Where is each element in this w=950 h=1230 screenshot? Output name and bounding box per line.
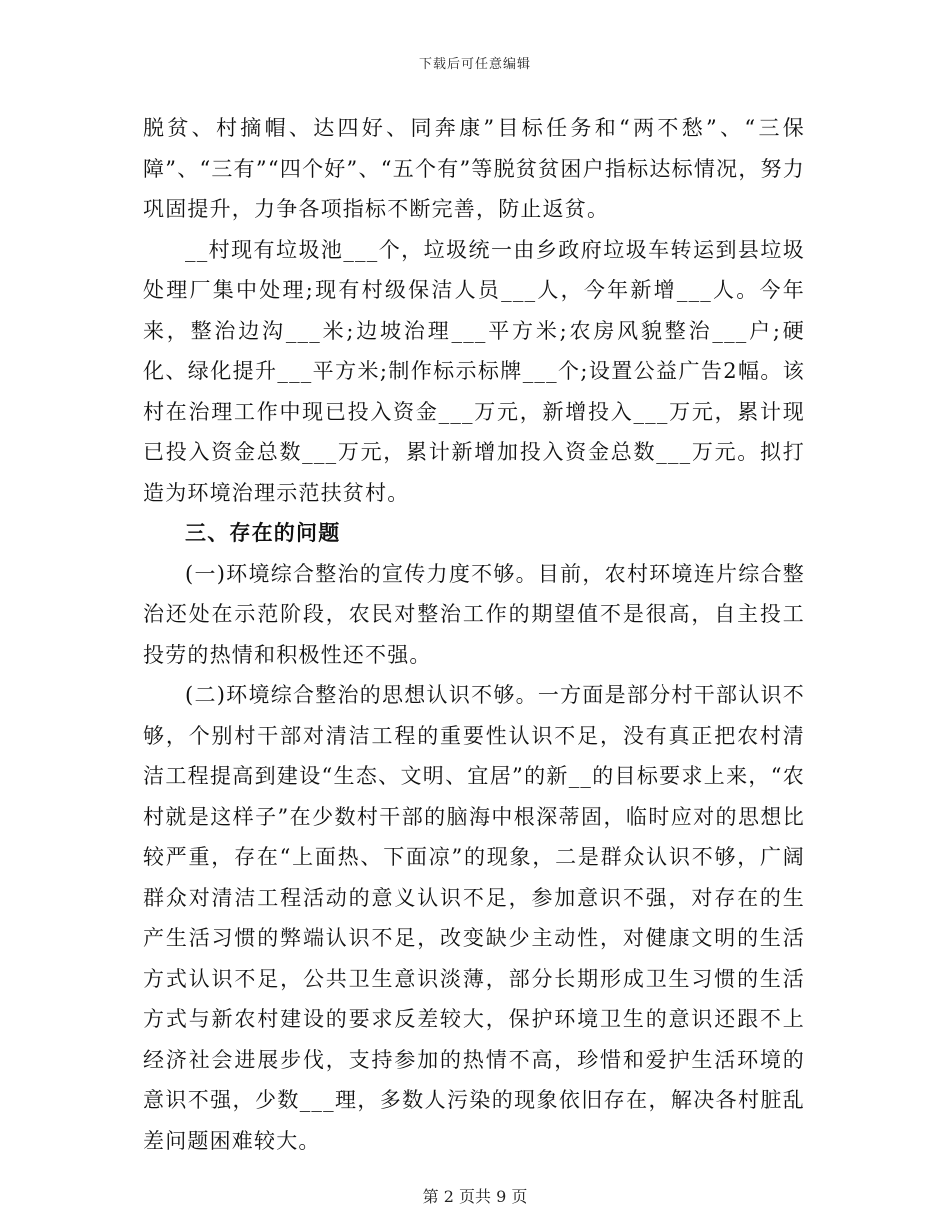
page-footer: 第 2 页共 9 页 [422, 1187, 528, 1206]
paragraph-4: (二)环境综合整治的思想认识不够。一方面是部分村干部认识不够，个别村干部对清洁工程的重要性认识不足，没有真正把农村清洁工程提高到建设“生态、文明、宜居”的新__的目标要求上来，“农村就是这样子”在少数村干部的脑海中根深蒂固，临时应对的思想比较严重，存在“上面热、下面凉”的现象，二是群众认识不够，广阔群众对清洁工程活动的意义认识不足，参加意识不强，对存在的生产生活习惯的弊端认识不足，改变缺少主动性，对健康文明的生活方式认识不足，公共卫生意识淡薄，部分长期形成卫生习惯的生活方式与新农村建设的要求反差较大，保护环境卫生的意识还跟不上经济社会进展步伐，支持参加的热情不高，珍惜和爱护生活环境的意识不强，少数___理，多数人污染的现象依旧存在，解决各村脏乱差问题困难较大。 [143, 683, 805, 1153]
paragraph-2: __村现有垃圾池___个，垃圾统一由乡政府垃圾车转运到县垃圾处理厂集中处理;现有村级保洁人员___人，今年新增___人。今年来，整治边沟___米;边坡治理___平方米;农房风貌整治___户;硬化、绿化提升___平方米;制作标示标牌___个;设置公益广告2幅。该村在治理工作中现已投入资金___万元，新增投入___万元，累计现已投入资金总数___万元，累计新增加投入资金总数___万元。拟打造为环境治理示范扶贫村。 [143, 237, 805, 505]
paragraph-1: 脱贫、村摘帽、达四好、同奔康”目标任务和“两不愁”、“三保障”、“三有”“四个好”、“五个有”等脱贫贫困户指标达标情况，努力巩固提升，力争各项指标不断完善，防止返贫。 [143, 116, 805, 221]
document-body [143, 108, 805, 1161]
page-header: 下载后可任意编辑 [418, 57, 531, 72]
section-heading: 三、存在的问题 [185, 521, 341, 545]
paragraph-3: (一)环境综合整治的宣传力度不够。目前，农村环境连片综合整治还处在示范阶段，农民对整治工作的期望值不是很高，自主投工投劳的热情和积极性还不强。 [143, 561, 805, 667]
